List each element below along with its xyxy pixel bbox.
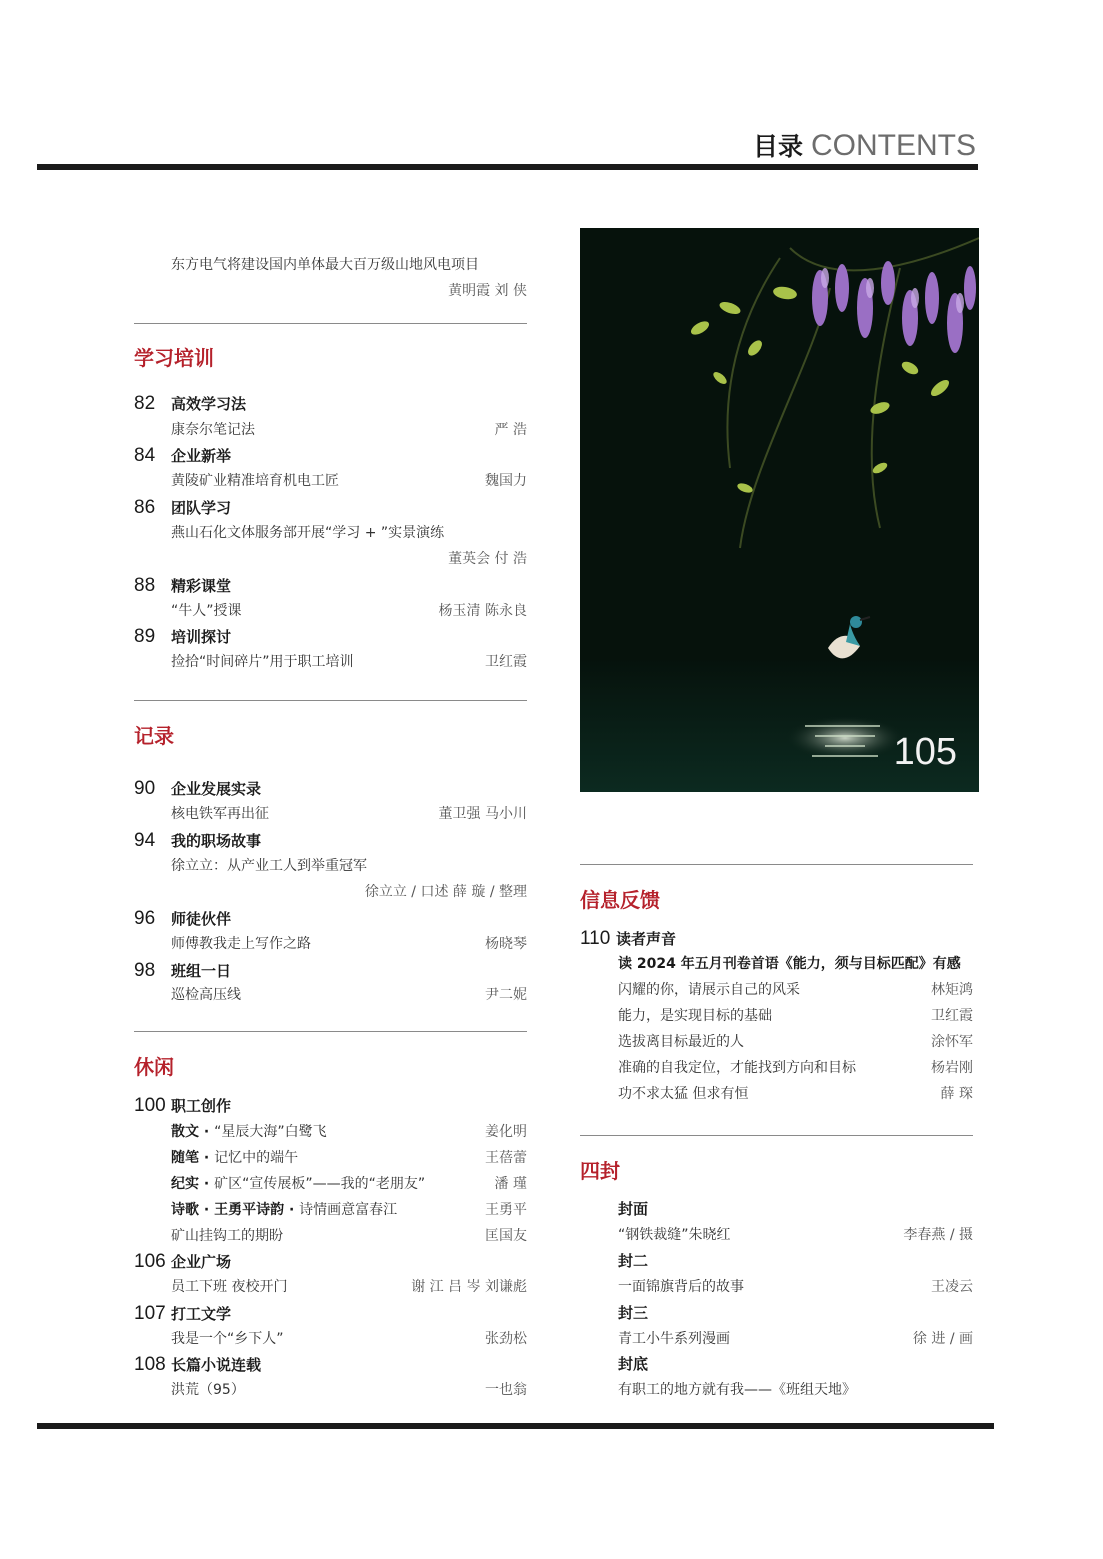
- toc-entry-title[interactable]: “钢铁裁缝”朱晓红: [618, 1227, 731, 1243]
- toc-column-heading: 读者声音: [616, 930, 677, 948]
- toc-page-number: 90: [134, 778, 156, 799]
- section-title-xiuxian: 休闲: [134, 1055, 174, 1079]
- toc-entry-title[interactable]: 徐立立：从产业工人到举重冠军: [171, 858, 367, 874]
- photo-page-number: 105: [893, 731, 957, 773]
- toc-column-heading: 长篇小说连载: [171, 1356, 262, 1374]
- toc-page-number: 84: [134, 445, 156, 466]
- toc-entry-author: 王凌云: [931, 1279, 973, 1295]
- section-divider: [580, 1135, 973, 1136]
- toc-entry-author: 魏国力: [485, 473, 527, 489]
- toc-column-heading: 班组一日: [171, 962, 232, 980]
- toc-page-number: 82: [134, 393, 156, 414]
- toc-column-heading: 企业新举: [171, 447, 232, 465]
- toc-entry-title[interactable]: 黄陵矿业精准培育机电工匠: [171, 473, 339, 489]
- toc-entry-author: 卫红霞: [931, 1008, 973, 1024]
- toc-entry-title[interactable]: 员工下班 夜校开门: [171, 1279, 288, 1295]
- top-rule: [37, 164, 978, 170]
- toc-entry-author: 杨玉清 陈永良: [438, 603, 527, 619]
- toc-entry-title[interactable]: 选拔离目标最近的人: [618, 1034, 744, 1050]
- toc-entry-author: 张劲松: [485, 1331, 527, 1347]
- genre-label: 散文 ·: [171, 1124, 215, 1140]
- toc-column-heading: 师徒伙伴: [171, 910, 232, 928]
- cover-photo[interactable]: [580, 228, 979, 792]
- toc-entry-title[interactable]: 燕山石化文体服务部开展“学习 + ”实景演练: [171, 525, 445, 541]
- genre-label: 诗歌 · 王勇平诗韵 ·: [171, 1202, 300, 1218]
- toc-page-number: 96: [134, 908, 156, 929]
- toc-entry-title[interactable]: [171, 1174, 425, 1194]
- toc-entry-title[interactable]: 有职工的地方就有我——《班组天地》: [618, 1382, 856, 1398]
- toc-entry-title[interactable]: [171, 1122, 327, 1142]
- toc-entry-author: 林矩鸿: [931, 982, 973, 998]
- toc-page-number: 107: [134, 1303, 166, 1324]
- toc-entry-title[interactable]: 青工小牛系列漫画: [618, 1331, 730, 1347]
- toc-entry-title[interactable]: 矿山挂钩工的期盼: [171, 1228, 283, 1244]
- section-title-xuexi-peixun: 学习培训: [134, 346, 214, 370]
- toc-entry-author: 王蓓蕾: [485, 1150, 527, 1166]
- toc-page-number: 98: [134, 960, 156, 981]
- toc-column-heading: 企业发展实录: [171, 780, 262, 798]
- toc-column-heading: 培训探讨: [171, 628, 232, 646]
- toc-column-heading: 职工创作: [171, 1097, 232, 1115]
- toc-column-heading: 精彩课堂: [171, 577, 232, 595]
- entry-text: 诗情画意富春江: [299, 1202, 398, 1218]
- section-divider: [580, 864, 973, 865]
- toc-page-number: 108: [134, 1354, 166, 1375]
- toc-column-heading: 高效学习法: [171, 395, 247, 413]
- toc-entry-title[interactable]: “牛人”授课: [171, 603, 242, 619]
- bottom-rule: [37, 1423, 994, 1429]
- toc-entry-title[interactable]: 洪荒（95）: [171, 1382, 245, 1398]
- wisteria-kingfisher-illustration: [580, 228, 979, 792]
- entry-text: 记忆中的端午: [214, 1150, 299, 1166]
- toc-entry-author: 一也翁: [485, 1382, 527, 1398]
- toc-entry-author: 严 浩: [494, 422, 527, 438]
- header-title-en: CONTENTS: [811, 129, 976, 162]
- toc-entry-author: 卫红霞: [485, 654, 527, 670]
- toc-entry-author: 李春燕 / 摄: [903, 1227, 973, 1243]
- cover-label: 封三: [618, 1304, 649, 1322]
- toc-entry-title[interactable]: 准确的自我定位，才能找到方向和目标: [618, 1060, 856, 1076]
- toc-entry-title[interactable]: 功不求太猛 但求有恒: [618, 1086, 749, 1102]
- toc-page-number: 88: [134, 575, 156, 596]
- toc-entry-title[interactable]: 巡检高压线: [171, 987, 241, 1003]
- toc-entry-title[interactable]: [171, 1200, 397, 1220]
- genre-label: 随笔 ·: [171, 1150, 215, 1166]
- toc-entry-title[interactable]: 捡拾“时间碎片”用于职工培训: [171, 654, 354, 670]
- toc-entry-author: 谢 江 吕 岑 刘谦彪: [411, 1279, 527, 1295]
- toc-page-number: 100: [134, 1095, 166, 1116]
- toc-page-number: 94: [134, 830, 156, 851]
- cover-label: 封面: [618, 1200, 649, 1218]
- toc-entry-author: 杨岩刚: [931, 1060, 973, 1076]
- feedback-subheading: 读 2024 年五月刊卷首语《能力，须与目标匹配》有感: [618, 956, 961, 972]
- genre-label: 纪实 ·: [171, 1176, 215, 1192]
- cover-label: 封二: [618, 1252, 649, 1270]
- toc-entry-author: 匡国友: [485, 1228, 527, 1244]
- toc-entry-title[interactable]: 东方电气将建设国内单体最大百万级山地风电项目: [171, 257, 479, 273]
- toc-entry-author: 董卫强 马小川: [438, 806, 527, 822]
- toc-entry-author: 潘 瑾: [494, 1176, 527, 1192]
- section-divider: [134, 700, 527, 701]
- toc-column-heading: 我的职场故事: [171, 832, 262, 850]
- toc-entry-author: 姜化明: [485, 1124, 527, 1140]
- entry-text: 矿区“宣传展板”——我的“老朋友”: [214, 1176, 426, 1192]
- section-divider: [134, 1031, 527, 1032]
- toc-entry-title[interactable]: 康奈尔笔记法: [171, 422, 255, 438]
- toc-entry-title[interactable]: [171, 1148, 298, 1168]
- toc-column-heading: 企业广场: [171, 1253, 232, 1271]
- toc-entry-author: 王勇平: [485, 1202, 527, 1218]
- toc-entry-title[interactable]: 闪耀的你，请展示自己的风采: [618, 982, 800, 998]
- toc-entry-title[interactable]: 我是一个“乡下人”: [171, 1331, 284, 1347]
- toc-page-number: 110: [580, 928, 611, 949]
- toc-column-heading: 团队学习: [171, 499, 232, 517]
- toc-page-number: 106: [134, 1251, 166, 1272]
- toc-entry-title[interactable]: 能力，是实现目标的基础: [618, 1008, 772, 1024]
- toc-entry-author: 徐立立 / 口述 薛 璇 / 整理: [364, 884, 527, 900]
- header-title-cn: 目录: [752, 132, 803, 161]
- toc-entry-author: 徐 进 / 画: [912, 1331, 973, 1347]
- toc-entry-author: 涂怀军: [931, 1034, 973, 1050]
- section-title-xinxi-fankui: 信息反馈: [580, 888, 660, 912]
- toc-entry-title[interactable]: 核电铁军再出征: [171, 806, 269, 822]
- cover-label: 封底: [618, 1355, 649, 1373]
- toc-column-heading: 打工文学: [171, 1305, 232, 1323]
- toc-page-number: 89: [134, 626, 156, 647]
- toc-entry-author: 董英会 付 浩: [448, 551, 527, 567]
- section-divider: [134, 323, 527, 324]
- entry-text: “星辰大海”白鹭飞: [214, 1124, 327, 1140]
- toc-entry-title[interactable]: 师傅教我走上写作之路: [171, 936, 311, 952]
- toc-entry-author: 杨晓琴: [485, 936, 527, 952]
- toc-entry-title[interactable]: 一面锦旗背后的故事: [618, 1279, 744, 1295]
- toc-entry-author: 薛 琛: [940, 1086, 973, 1102]
- toc-entry-author: 尹二妮: [485, 987, 527, 1003]
- section-title-jilu: 记录: [134, 724, 174, 748]
- page-header-title: [753, 128, 976, 168]
- toc-entry-author: 黄明霞 刘 侠: [448, 283, 527, 299]
- toc-page-number: 86: [134, 497, 156, 518]
- section-title-sifeng: 四封: [580, 1159, 620, 1183]
